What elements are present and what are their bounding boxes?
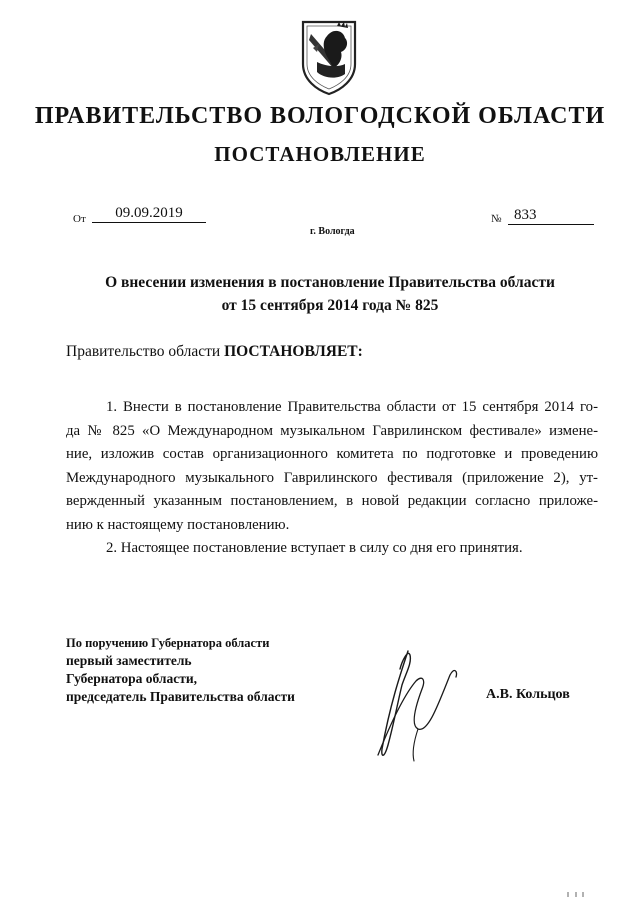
body-line: нию к настоящему постановлению. [66,516,290,533]
city-label: г. Вологда [310,226,355,237]
document-subject [60,271,600,317]
signatory-line: Губернатора области, [66,671,197,686]
body-line: да № 825 «О Международном музыкальном Гаврилинском фестивале» измене- [66,422,598,439]
handwritten-signature-icon [360,645,470,765]
organization-title: ПРАВИТЕЛЬСТВО ВОЛОГОДСКОЙ ОБЛАСТИ [34,103,606,129]
body-line: Международного музыкального Гаврилинского фестиваля (приложение 2), ут- [66,469,598,486]
body-line: 2. Настоящее постановление вступает в силу со дня его принятия. [106,540,523,556]
resolves-prefix: Правительство области [66,343,225,360]
corner-mark-icon [566,890,586,898]
coat-of-arms-icon [297,18,361,96]
signatory-line: По поручению Губернатора области [66,636,270,650]
signatory-line: первый заместитель [66,653,192,668]
document-number: 833 [508,206,594,225]
number-prefix-label: № [491,213,502,225]
subject-line: от 15 сентября 2014 года № 825 [221,297,439,314]
signatory-name: А.В. Кольцов [486,687,570,702]
signatory-line: председатель Правительства области [66,689,295,704]
resolves-keyword: ПОСТАНОВЛЯЕТ: [224,343,363,360]
body-line: ние, изложив состав организационного комитета по подготовке и проведению [66,446,598,462]
document-date: 09.09.2019 [92,204,206,223]
subject-line: О внесении изменения в постановление Правительства области [105,274,555,291]
document-body [66,396,598,561]
date-prefix-label: От [73,213,86,225]
resolves-statement [66,342,363,362]
body-line: 1. Внести в постановление Правительства области от 15 сентября 2014 го- [106,399,598,415]
document-type: ПОСТАНОВЛЕНИЕ [214,142,426,166]
body-line: вержденный указанным постановлением, в новой редакции согласно приложе- [66,493,598,509]
signatory-title [66,634,295,706]
